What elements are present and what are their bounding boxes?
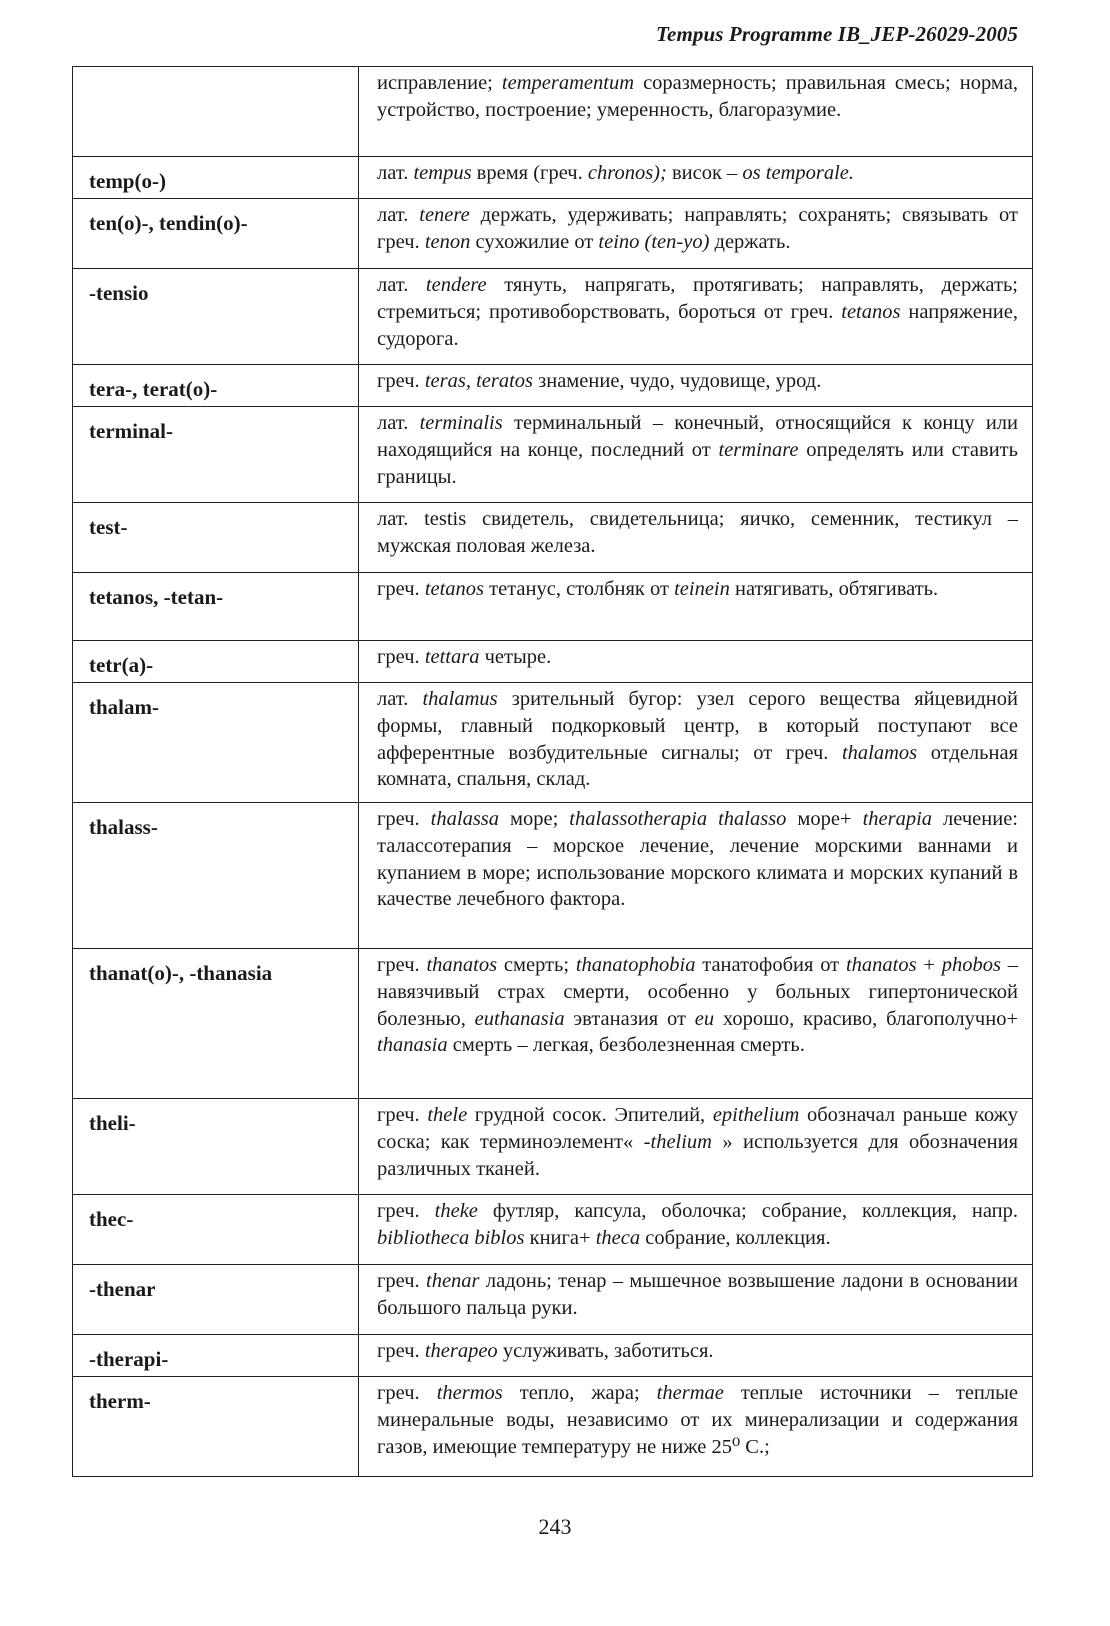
definition-italic-text: therapia [862,808,933,830]
definition-text: грудной сосок. Эпителий, [467,1104,713,1126]
glossary-row [73,803,1033,949]
glossary-row [73,1335,1033,1377]
definition [359,1335,1032,1371]
definition [359,1377,1032,1466]
definition-text: знамение, чудо, чудовище, урод. [533,370,822,392]
definition-text: лат. [377,688,423,710]
definition-cell [359,269,1033,365]
term: test- [89,515,128,539]
definition-text: лат. testis свидетель, свидетельница; яичко, семенник, тестикул – мужская половая железа. [377,508,1018,557]
term: temp(o-) [89,169,166,193]
definition-italic-text: tetanos [424,578,485,600]
definition [359,365,1032,401]
definition-text: зрительный бугор: узел серого вещества яйцевидной формы, главный подкорковый центр, в который поступают все афферентные возбудительные сигналы; от греч. [377,688,1018,764]
definition-cell [359,199,1033,269]
definition-italic-text: teino (ten-yo) [598,230,710,253]
definition-text: четыре. [479,646,552,668]
definition-text: футляр, капсула, оболочка; собрание, коллекция, напр. [477,1200,1018,1222]
definition-italic-text: bibliotheca biblos [377,1226,525,1249]
term: theli- [89,1111,136,1135]
definition-text: обозначал раньше кожу соска; как терминоэлемент« [377,1104,1018,1153]
definition [359,1195,1032,1258]
definition-text: тетанус, столбняк от [484,578,675,600]
definition-text: держать. [709,230,791,253]
definition-italic-text: thele [427,1104,468,1126]
definition-text: смерть; [497,954,576,976]
glossary-row [73,269,1033,365]
glossary-row [73,1099,1033,1195]
definition [359,1099,1032,1188]
definition [359,573,1032,609]
definition-italic-text: tettara [424,646,480,668]
definition-italic-text: tenere [419,204,470,226]
term-cell [73,67,359,157]
definition-italic-text: thanasia [377,1034,448,1057]
definition-text: тепло, жара; [502,1382,657,1404]
term: tetr(a)- [89,653,154,677]
definition [359,269,1032,358]
definition-italic-text: terminare [718,438,799,461]
term: therm- [89,1389,151,1413]
term-cell [73,269,359,365]
definition-text: исправление; [377,72,502,94]
term: ten(o)-, tendin(o)- [89,211,248,235]
term: terminal- [89,419,173,443]
definition-cell [359,1265,1033,1335]
term: thalam- [89,695,159,719]
definition-italic-text: eu [694,1007,715,1030]
definition-text: греч. [377,370,425,392]
definition-cell [359,949,1033,1099]
definition-cell [359,803,1033,949]
glossary-row [73,641,1033,683]
glossary-row [73,1265,1033,1335]
definition-cell [359,1377,1033,1477]
definition-text: сухожилие от [470,230,599,253]
definition-cell [359,1195,1033,1265]
definition-text: греч. [377,1382,437,1404]
definition-text: греч. [377,578,425,600]
definition-cell [359,1099,1033,1195]
term-cell [73,503,359,573]
definition-italic-text: tempus [413,162,472,184]
definition-italic-text: thenar [426,1270,480,1292]
definition-italic-text: phobos [941,954,1001,976]
definition-cell [359,503,1033,573]
definition-text: смерть – легкая, безболезненная смерть. [447,1034,805,1057]
glossary-row [73,503,1033,573]
definition-italic-text: epithelium [712,1104,800,1126]
definition [359,199,1032,262]
definition-cell [359,1335,1033,1377]
definition-text: лат. [377,162,414,184]
definition-italic-text: therapeo [424,1340,498,1362]
definition-italic-text: thanatos [845,954,917,976]
term-cell [73,1377,359,1477]
definition [359,949,1032,1065]
definition-text: тянуть, напрягать, протягивать; направлять, держать; стремиться; противоборствовать, бороться от греч. [377,274,1018,323]
term: thec- [89,1207,134,1231]
glossary-table [72,66,1033,1477]
definition [359,641,1032,677]
term: thalass- [89,815,158,839]
definition [359,683,1032,799]
definition-italic-text: thalamus [422,688,498,710]
definition-text: лат. [377,412,420,434]
definition-cell [359,683,1033,803]
definition-text: лат. [377,204,420,226]
definition-text: море+ [786,808,863,830]
definition-italic-text: temperamentum [501,72,635,94]
term-cell [73,641,359,683]
definition [359,803,1032,919]
definition-cell [359,573,1033,641]
definition [359,407,1032,496]
definition-text: греч. [377,1200,435,1222]
definition-cell [359,641,1033,683]
definition-cell [359,157,1033,199]
definition-cell [359,365,1033,407]
definition-italic-text: thalassa [430,808,500,830]
definition-italic-text: tetanos [841,300,901,323]
definition-italic-text: theke [434,1200,478,1222]
term-cell [73,1195,359,1265]
term-cell [73,157,359,199]
definition-text: лат. [377,274,426,296]
definition-text: натягивать, обтягивать. [729,578,939,600]
definition [359,67,1032,130]
definition-text: – навязчивый страх смерти, особенно у больных гипертонической болезнью, [377,954,1018,1030]
definition [359,503,1032,566]
definition-italic-text: thermos [436,1382,503,1404]
term-cell [73,683,359,803]
term: -thenar [89,1277,156,1301]
term-cell [73,803,359,949]
glossary-row [73,1195,1033,1265]
definition-text: время (греч. [471,162,588,184]
term-cell [73,1265,359,1335]
definition-italic-text: -thelium [643,1130,712,1153]
definition-cell [359,67,1033,157]
definition [359,157,1032,193]
definition-text: + [916,954,942,976]
definition-text: море; [499,808,570,830]
definition-italic-text: chronos); [587,162,672,184]
definition-text: напряжение, судорога. [377,300,1019,350]
definition-italic-text: thalamos [841,741,918,764]
term: -tensio [89,281,149,305]
term-cell [73,949,359,1099]
definition-italic-text: tendere [425,274,487,296]
definition-italic-text: thermae [656,1382,724,1404]
definition-italic-text: thanatos [426,954,498,976]
definition-italic-text: thanatophobia [575,954,696,976]
definition-text: соразмерность; правильная смесь; норма, устройство, построение; умеренность, благоразумие. [377,72,1018,121]
definition-text: отдельная комната, спальня, склад. [377,741,1019,791]
definition-cell [359,407,1033,503]
term [73,67,358,78]
definition-text: услуживать, заботиться. [497,1340,714,1362]
glossary-row [73,573,1033,641]
definition-text: греч. [377,1340,425,1362]
definition-text: греч. [377,1270,426,1292]
definition-text: терминальный – конечный, относящийся к концу или находящийся на конце, последний от [377,412,1019,461]
definition-text: ладонь; тенар – мышечное возвышение ладони в основании большого пальца руки. [377,1270,1019,1319]
term-cell [73,1099,359,1195]
definition-text: определять или ставить границы. [377,438,1018,488]
term-cell [73,199,359,269]
definition-text: греч. [377,1104,428,1126]
definition-text: висок – [671,162,743,184]
term-cell [73,573,359,641]
definition-text: греч. [377,954,427,976]
definition-italic-text: thalassotherapia thalasso [569,808,787,830]
definition-italic-text: theca [595,1226,641,1249]
definition-text: лечение: талассотерапия – морское лечение, лечение морскими ваннами и купанием в море; использование морского климата и морских купаний в качестве лечебного фактора. [377,808,1018,911]
term: -therapi- [89,1347,169,1371]
definition-text: теплые источники – теплые минеральные воды, независимо от их минерализации и содержания газов, имеющие температуру не ниже 25⁰ С.; [377,1382,1018,1458]
definition-text: греч. [377,808,431,830]
definition-italic-text: terminalis [419,412,503,434]
term: tera-, terat(o)- [89,377,218,401]
definition-italic-text: tenon [424,230,471,253]
glossary-row [73,365,1033,407]
definition-text: эвтаназия от [564,1007,695,1030]
definition-text: книга+ [524,1226,596,1249]
glossary-row [73,949,1033,1099]
term-cell [73,365,359,407]
glossary-row [73,1377,1033,1477]
definition-italic-text: teras, teratos [424,370,534,392]
page-number: 243 [538,1514,572,1539]
definition-text: держать, удерживать; направлять; сохранять; связывать от греч. [377,204,1018,253]
definition-italic-text: euthanasia [474,1007,565,1030]
definition [359,1265,1032,1328]
glossary-row [73,199,1033,269]
glossary-row [73,683,1033,803]
definition-text: собрание, коллекция. [640,1226,831,1249]
glossary-row [73,407,1033,503]
definition-text: хорошо, красиво, благополучно+ [714,1007,1018,1030]
term-cell [73,407,359,503]
definition-text: танатофобия от [695,954,846,976]
term: tetanos, -tetan- [89,585,224,609]
definition-text: греч. [377,646,425,668]
running-header: Tempus Programme IB_JEP-26029-2005 [656,22,1018,46]
definition-text: » используется для обозначения различных тканей. [377,1130,1018,1180]
definition-italic-text: teinein [674,578,730,600]
glossary-row [73,67,1033,157]
term-cell [73,1335,359,1377]
definition-italic-text: os temporale. [742,162,855,184]
glossary-row [73,157,1033,199]
term: thanat(o)-, -thanasia [89,961,273,985]
